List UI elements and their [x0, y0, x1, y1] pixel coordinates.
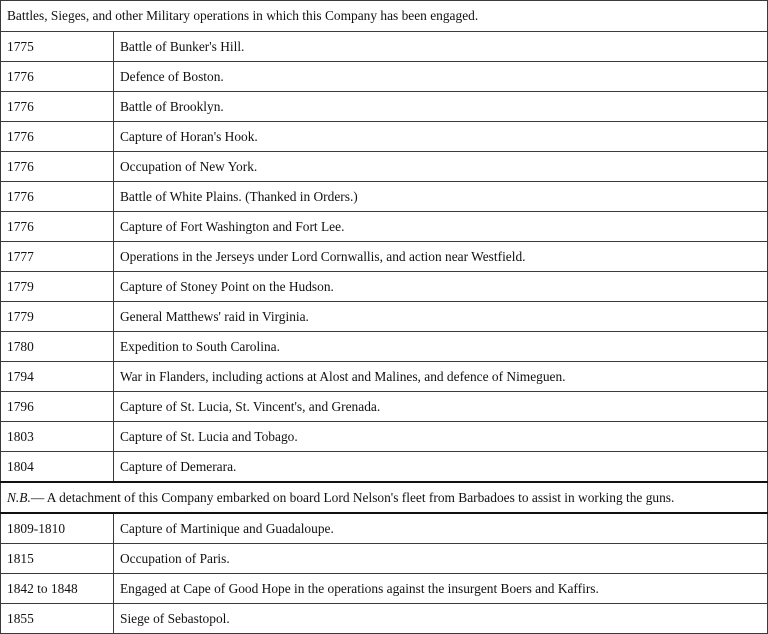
event-cell: Engaged at Cape of Good Hope in the operations against the insurgent Boers and Kaffirs. [114, 574, 768, 604]
event-cell: Occupation of New York. [114, 152, 768, 182]
note-text: — A detachment of this Company embarked on board Lord Nelson's fleet from Barbadoes to assist in working the guns. [30, 489, 675, 505]
event-cell: Capture of Fort Washington and Fort Lee. [114, 212, 768, 242]
table-row [1, 422, 768, 452]
year-cell: 1776 [1, 62, 114, 92]
year-cell: 1796 [1, 392, 114, 422]
note-cell [1, 482, 768, 513]
event-cell: General Matthews' raid in Virginia. [114, 302, 768, 332]
note-label: N.B. [7, 489, 31, 505]
event-cell: Expedition to South Carolina. [114, 332, 768, 362]
year-cell: 1855 [1, 604, 114, 634]
event-cell: Siege of Sebastopol. [114, 604, 768, 634]
year-cell: 1842 to 1848 [1, 574, 114, 604]
table-row [1, 62, 768, 92]
event-cell: Capture of Stoney Point on the Hudson. [114, 272, 768, 302]
year-cell: 1779 [1, 302, 114, 332]
table-row [1, 574, 768, 604]
table-row [1, 362, 768, 392]
year-cell: 1777 [1, 242, 114, 272]
event-cell: Capture of Demerara. [114, 452, 768, 483]
year-cell: 1776 [1, 92, 114, 122]
table-row [1, 272, 768, 302]
event-cell: Defence of Boston. [114, 62, 768, 92]
table-row [1, 302, 768, 332]
table-row [1, 152, 768, 182]
table-row [1, 544, 768, 574]
year-cell: 1804 [1, 452, 114, 483]
year-cell: 1776 [1, 122, 114, 152]
table-header-row [1, 1, 768, 32]
event-cell: Occupation of Paris. [114, 544, 768, 574]
event-cell: Capture of St. Lucia and Tobago. [114, 422, 768, 452]
table-row [1, 604, 768, 634]
event-cell: Battle of White Plains. (Thanked in Orders.) [114, 182, 768, 212]
event-cell: Capture of Horan's Hook. [114, 122, 768, 152]
note-row [1, 482, 768, 513]
year-cell: 1775 [1, 32, 114, 62]
year-cell: 1776 [1, 182, 114, 212]
table-row [1, 122, 768, 152]
year-cell: 1815 [1, 544, 114, 574]
table-body [1, 1, 768, 634]
year-cell: 1809-1810 [1, 513, 114, 544]
event-cell: Battle of Brooklyn. [114, 92, 768, 122]
table-row [1, 182, 768, 212]
table-row [1, 242, 768, 272]
event-cell: Capture of Martinique and Guadaloupe. [114, 513, 768, 544]
table-row [1, 332, 768, 362]
year-cell: 1803 [1, 422, 114, 452]
year-cell: 1779 [1, 272, 114, 302]
year-cell: 1794 [1, 362, 114, 392]
table-row [1, 513, 768, 544]
year-cell: 1776 [1, 152, 114, 182]
table-row [1, 92, 768, 122]
year-cell: 1780 [1, 332, 114, 362]
year-cell: 1776 [1, 212, 114, 242]
table-row [1, 32, 768, 62]
event-cell: War in Flanders, including actions at Alost and Malines, and defence of Nimeguen. [114, 362, 768, 392]
table-row [1, 392, 768, 422]
event-cell: Operations in the Jerseys under Lord Cornwallis, and action near Westfield. [114, 242, 768, 272]
table-header: Battles, Sieges, and other Military operations in which this Company has been engaged. [1, 1, 768, 32]
event-cell: Battle of Bunker's Hill. [114, 32, 768, 62]
event-cell: Capture of St. Lucia, St. Vincent's, and Grenada. [114, 392, 768, 422]
table-row [1, 212, 768, 242]
table-row [1, 452, 768, 483]
